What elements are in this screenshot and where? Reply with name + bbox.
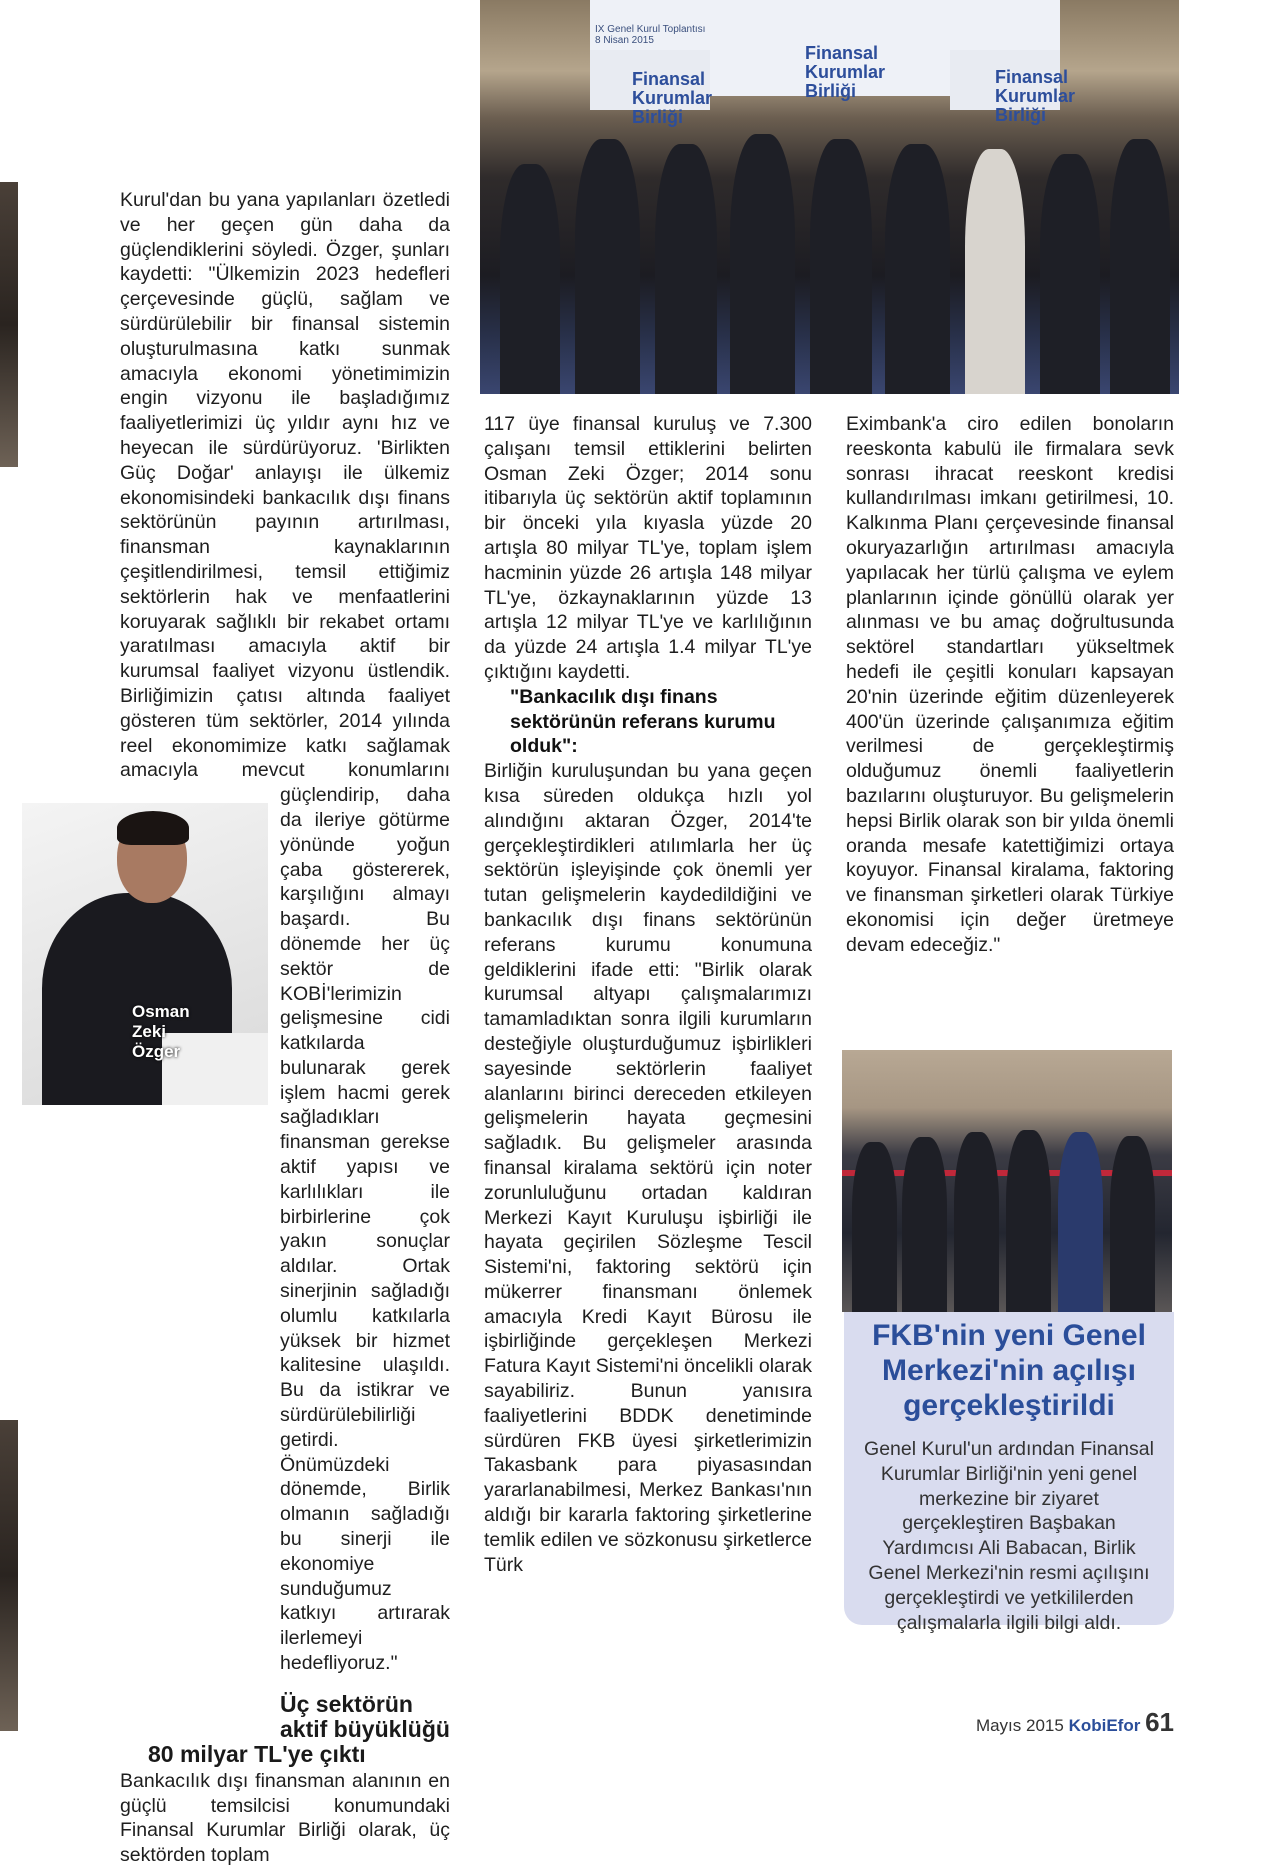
body-paragraph: 117 üye finansal kuruluş ve 7.300 çalışanı temsil ettiklerini belirten Osman Zeki Özger; 2014 sonu itibarıyla üç sektörün aktif toplamının bir önceki yıla kıyasla yüzde 20 artışla 80 milyar TL'ye, toplam işlem hacminin yüzde 26 artışla 148 milyar TL'ye, özkaynaklarının yüzde 13 artışla 12 milyar TL'ye ve karlılığının da yüzde 24 artışla 1.4 milyar TL'ye çıktığını kaydetti.: [484, 413, 812, 683]
fkb-logo-right: Finansal Kurumlar Birliği: [995, 67, 1076, 125]
body-paragraph: Bankacılık dışı finansman alanının en güçlü temsilcisi konumundaki Finansal Kurumlar Birliği olarak, üç sektörden toplam: [120, 1769, 450, 1867]
article-column-3: [846, 412, 1174, 958]
sidebar-box: [844, 1312, 1174, 1634]
person-silhouette: [1006, 1130, 1051, 1312]
person-silhouette: [1110, 139, 1170, 394]
group-photo-general-assembly: [480, 0, 1179, 394]
person-silhouette: [500, 164, 560, 394]
person-silhouette: [810, 139, 872, 394]
article-column-2: [484, 412, 812, 1577]
body-paragraph: Kurul'dan bu yana yapılanları özetledi ve her geçen gün daha da güçlendiklerini söyledi. Özger, şunları kaydetti: "Ülkemizin 2023 hedefleri çerçevesinde güçlü, sağlam ve sürdürülebilir bir finansal sistemin oluşturulmasına katkı sunmak amacıyla ekonomi yönetimimizin engin vizyonu ile başladığımız faaliyetlerimizi üç yıldır aynı hız ve heyecan ile sürdürüyoruz. 'Birlikten Güç Doğar' anlayışı ile ülkemiz ekonomisindeki bankacılık dışı finans sektörünün payının artırılması, finansman kaynaklarının çeşitlendirilmesi, temsil ettiğimiz sektörlerin hak ve menfaatlerini koruyarak sağlıklı bir rekabet ortamı yaratılması amacıyla aktif bir kurumsal faaliyet vizyonu üstlendik. Birliğimizin çatısı altında faaliyet gösteren tüm sektörler, 2014 yılında reel ekonomimize katkı sağlamak amacıyla mevcut konumlarını güçlendirip, daha da ileriye götürme yönünde yoğun çaba göstererek, karşılığını almayı başardı. Bu dönemde her üç sektör de KOBİ'lerimizin gelişmesine cidi katkılarda bulunarak gerek işlem hacmi gerek sağladıkları finansman gerekse aktif yapısı ve karlılıkları ile birbirlerine çok yakın sonuçlar aldılar. Ortak sinerjinin sağladığı olumlu katkılarla yüksek bir hizmet kalitesine ulaşıldı. Bu da istikrar ve sürdürülebilirliği getirdi. Önümüzdeki dönemde, Birlik olmanın sağladığı bu sinerji ile ekonomiye sunduğumuz katkıyı artırarak ilerlemeyi hedefliyoruz.": [120, 189, 450, 1675]
banner-caption: IX Genel Kurul Toplantısı 8 Nisan 2015: [595, 24, 706, 46]
person-silhouette: [902, 1137, 947, 1312]
fkb-logo-left: Finansal Kurumlar Birliği: [632, 69, 713, 127]
person-silhouette: [965, 149, 1025, 394]
fkb-logo-center: Finansal Kurumlar Birliği: [805, 43, 886, 101]
person-silhouette: [730, 134, 795, 394]
left-page-edge-strip: [0, 1420, 18, 1731]
person-silhouette: [1040, 154, 1100, 394]
person-silhouette: [852, 1142, 897, 1312]
page-footer: [976, 1707, 1174, 1738]
person-silhouette: [655, 144, 717, 394]
person-silhouette: [885, 144, 950, 394]
person-silhouette: [1058, 1132, 1103, 1312]
person-silhouette: [575, 139, 640, 394]
inline-subheading: "Bankacılık dışı finans sektörünün referans kurumu olduk":: [510, 685, 776, 758]
person-silhouette: [1110, 1136, 1155, 1312]
portrait-caption: Osman Zeki Özger: [132, 1002, 190, 1061]
issue-date: Mayıs 2015: [975, 1716, 1064, 1735]
magazine-brand: KobiEfor: [1068, 1716, 1141, 1735]
subheading-active-size: Üç sektörün aktif büyüklüğü 80 milyar TL'ye çıktı: [148, 1690, 450, 1767]
sidebar-body: Genel Kurul'un ardından Finansal Kurumlar Birliği'nin yeni genel merkezine bir ziyaret gerçekleştiren Başbakan Yardımcısı Ali Babacan, Birlik Genel Merkezi'nin resmi açılışını gerçekleştirdi ve yetkililerden çalışmalarla ilgili bilgi aldı.: [864, 1438, 1154, 1634]
page-number: 61: [1145, 1707, 1174, 1737]
speaker-hair: [117, 811, 189, 845]
portrait-wrap-spacer: [120, 1412, 280, 1724]
body-paragraph: Eximbank'a ciro edilen bonoların reeskonta kabulü ile firmalara sevk sonrası ihracat reeskont kredisi kullandırılması imkanı getirilmesi, 10. Kalkınma Planı çerçevesinde finansal okuryazarlığın artırılması amacıyla yapılacak her türlü çalışma ve eylem planlarının içinde gönüllü olarak yer alınması ve bu amaç doğrultusunda sektörel standartları yükseltmek hedefi ile çeşitli konuları kapsayan 20'nin üzerinde eğitim düzenleyerek 400'ün üzerinde çalışanımıza eğitim verilmesi de gerçekleştirmiş olduğumuz önemli faaliyetlerin bazılarını oluşturuyor. Bu gelişmelerin hepsi Birlik olarak son bir yılda önemli oranda mesafe katettiğimizi ortaya koyuyor. Finansal kiralama, faktoring ve finansman şirketleri olarak Türkiye ekonomisi için değer üretmeye devam edeceğiz.": [846, 413, 1174, 956]
ribbon-cutting-photo: [842, 1050, 1172, 1312]
person-silhouette: [954, 1132, 999, 1312]
body-paragraph: Birliğin kuruluşundan bu yana geçen kısa süreden oldukça hızlı yol alındığını aktaran Özger, 2014'te gerçekleştirdikleri atılımlarla her üç sektörün işleyişinde çok önemli yer tutan gelişmelerin kaydedildiğini ve bankacılık dışı finans sektörünün referans kurumu konumuna geldiklerini ifade etti: "Birlik olarak kurumsal altyapı çalışmalarımızı tamamladıktan sonra ilgili kurumların desteğiyle oluşturduğumuz işbirlikleri sayesinde sektörlerin faaliyet alanlarını birinci dereceden etkileyen gelişmelerin hayata geçmesini sağladık. Bu gelişmeler arasında finansal kiralama sektörü için noter zorunluluğunu ortadan kaldıran Merkezi Kayıt Kuruluşu işbirliği ile hayata geçirilen Sözleşme Tescil Sistemi'ni, faktoring sektörü için mükerrer finansmanı önlemek amacıyla Kredi Kayıt Bürosu ile işbirliğinde gerçekleşen Merkezi Fatura Kayıt Sistemi'ni öncelikli olarak sayabiliriz. Bunun yanısıra faaliyetlerini BDDK denetiminde sürdüren FKB üyesi şirketlerimizin Takasbank para piyasasından yararlanabilmesi, Merkez Bankası'nın aldığı bir kararla faktoring şirketlerine temlik edilen ve sözkonusu şirketlerce Türk: [484, 760, 812, 1576]
sidebar-heading: FKB'nin yeni Genel Merkezi'nin açılışı gerçekleştirildi: [872, 1319, 1146, 1422]
left-page-edge-strip: [0, 182, 18, 467]
